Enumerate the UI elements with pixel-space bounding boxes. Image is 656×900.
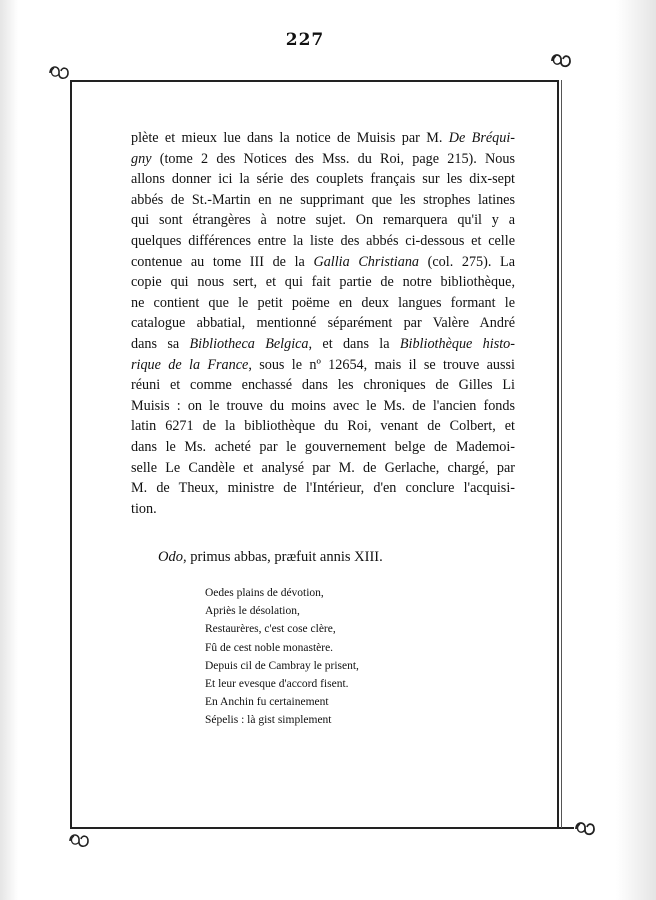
text-line: selle Le Candèle et analysé par M. de Gerlache, chargé, par xyxy=(131,459,515,476)
italic-title: gny xyxy=(131,150,152,167)
text-line: abbés de St.-Martin en ne supprimant que les strophes latines xyxy=(131,191,515,208)
text-line: catalogue abbatial, mentionné séparément par Valère André xyxy=(131,315,515,332)
text-line: Muisis : on le trouve du moins avec le Ms. de l'ancien fonds xyxy=(131,397,515,414)
text-line: réuni et comme enchassé dans les chroniques de Gilles Li xyxy=(131,377,515,394)
verse-line: En Anchin fu certainement xyxy=(205,696,329,709)
corner-ornament-icon xyxy=(46,62,72,84)
verse-line: Depuis cil de Cambray le prisent, xyxy=(205,659,359,672)
page-number: 227 xyxy=(285,30,325,50)
verse-line: Fû de cest noble monastère. xyxy=(205,641,334,654)
text-line: copie qui nous sert, et qui fait partie de notre bibliothèque, xyxy=(131,274,515,291)
corner-ornament-icon xyxy=(66,830,92,852)
text-line: tion. xyxy=(131,500,157,517)
verse-line: Oedes plains de dévotion, xyxy=(205,587,324,599)
verse-line: Et leur evesque d'accord fisent. xyxy=(205,678,349,691)
verse-line: Restaurères, c'est cose clère, xyxy=(205,623,336,636)
text-line: M. de Theux, ministre de l'Intérieur, d'en conclure l'acquisi- xyxy=(131,480,515,497)
text-line: rique de la France, sous le nº 12654, mais il se trouve aussi xyxy=(131,356,515,373)
text-line: allons donner ici la série des couplets français sur les dix-sept xyxy=(131,171,515,188)
text-line: ne contient que le petit poëme en deux langues formant le xyxy=(131,294,515,311)
body-paragraph xyxy=(131,128,515,519)
text-line: contenue au tome III de la Gallia Christiana (col. 275). La xyxy=(131,253,515,270)
text-line: qui sont étrangères à notre sujet. On remarquera qu'il y a xyxy=(131,212,515,229)
text-line: latin 6271 de la bibliothèque du Roi, venant de Colbert, et xyxy=(131,418,515,435)
abbot-name: Odo xyxy=(158,549,183,565)
scan-edge-right xyxy=(616,0,656,900)
italic-title: De Bréqui- xyxy=(448,130,515,146)
verse-line: Apriès le désolation, xyxy=(205,605,300,618)
abbot-heading xyxy=(158,549,383,566)
italic-title: rique de la France xyxy=(131,356,249,373)
text-line: dans le Ms. acheté par le gouvernement belge de Mademoi- xyxy=(131,438,515,455)
italic-title: Bibliothèque histo- xyxy=(399,335,515,352)
italic-title: Gallia Christiana xyxy=(313,253,420,270)
text-line: quelques différences entre la liste des abbés ci-dessous et celle xyxy=(131,232,515,249)
verse-line: Sépelis : là gist simplement xyxy=(205,714,332,727)
text-line: gny (tome 2 des Notices des Mss. du Roi, page 215). Nous xyxy=(131,150,515,167)
italic-title: Bibliotheca Belgica xyxy=(189,335,309,352)
verse-block xyxy=(205,584,359,730)
text-line: dans sa Bibliotheca Belgica, et dans la Bibliothèque histo- xyxy=(131,335,515,352)
corner-ornament-icon xyxy=(572,818,598,840)
scan-edge-left xyxy=(0,0,18,900)
abbot-description: , primus abbas, præfuit annis XIII. xyxy=(182,549,383,565)
corner-ornament-icon xyxy=(548,50,574,72)
text-line: plète et mieux lue dans la notice de Muisis par M. De Bréqui- xyxy=(131,130,515,146)
